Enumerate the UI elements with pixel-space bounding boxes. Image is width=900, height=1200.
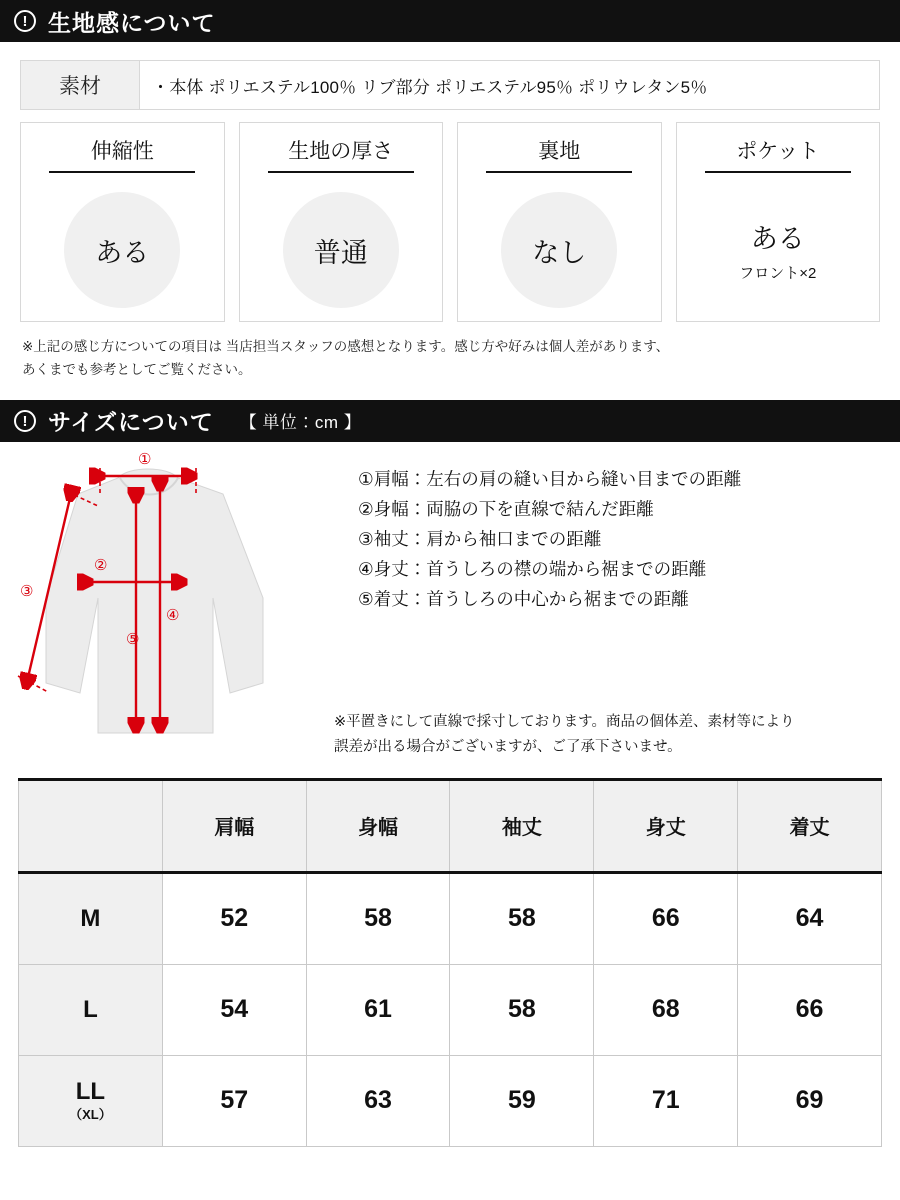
table-column-header: 袖丈: [450, 779, 594, 872]
card-title: 生地の厚さ: [288, 140, 394, 163]
feature-card-list: [20, 122, 880, 322]
card-body: [240, 179, 443, 321]
cell-shoulder: 57: [162, 1055, 306, 1146]
size-section-header: [0, 400, 900, 442]
cell-garment-length: 64: [738, 872, 882, 964]
material-value: ・本体 ポリエステル100％ リブ部分 ポリエステル95％ ポリウレタン5％: [152, 77, 708, 97]
measurement-legend: [358, 464, 878, 614]
size-unit-label: 【 単位：cm 】: [239, 413, 362, 433]
card-underline: [49, 171, 195, 173]
table-row: [19, 1055, 882, 1146]
cell-garment-length: 66: [738, 964, 882, 1055]
card-underline: [705, 171, 851, 173]
cell-garment-length: 69: [738, 1055, 882, 1146]
feature-card-stretch: [20, 122, 225, 322]
cell-body-length: 71: [594, 1055, 738, 1146]
card-subvalue: フロント×2: [739, 265, 817, 282]
card-body: [21, 179, 224, 321]
cell-chest: 61: [306, 964, 450, 1055]
cell-sleeve: 58: [450, 964, 594, 1055]
legend-item: ⑤着丈：首うしろの中心から裾までの距離: [358, 589, 689, 610]
fabric-disclaimer: [22, 336, 878, 382]
row-size-sub: （XL）: [69, 1107, 112, 1123]
card-underline: [486, 171, 632, 173]
material-row: [20, 60, 880, 110]
diagram-marker-3: ③: [20, 582, 34, 600]
card-body: [677, 179, 880, 321]
size-section-title: サイズについて: [48, 409, 214, 436]
table-column-header: 身幅: [306, 779, 450, 872]
feature-card-thickness: [239, 122, 444, 322]
legend-item: ①肩幅：左右の肩の縫い目から縫い目までの距離: [358, 468, 742, 489]
exclamation-icon: !: [14, 10, 36, 32]
card-underline: [268, 171, 414, 173]
card-value: なし: [532, 237, 587, 268]
table-row: [19, 872, 882, 964]
size-disclaimer-line-1: ※平置きにして直線で採寸しております。商品の個体差、素材等により: [334, 713, 795, 730]
cell-body-length: 68: [594, 964, 738, 1055]
cell-sleeve: 58: [450, 872, 594, 964]
size-disclaimer: [334, 710, 890, 761]
diagram-marker-4: ④: [166, 606, 180, 624]
row-size-label: L: [19, 964, 163, 1055]
card-value: ある: [750, 224, 805, 254]
size-diagram-area: [0, 448, 900, 778]
table-corner-cell: [19, 779, 163, 872]
legend-item: ④身丈：首うしろの襟の端から裾までの距離: [358, 559, 707, 580]
size-disclaimer-line-2: 誤差が出る場合がございますが、ご了承下さいませ。: [334, 739, 682, 756]
table-column-header: 肩幅: [162, 779, 306, 872]
fabric-disclaimer-line-1: ※上記の感じ方についての項目は 当店担当スタッフの感想となります。感じ方や好みは個人差があります、: [22, 339, 670, 354]
card-title: 伸縮性: [90, 140, 154, 163]
legend-item: ③袖丈：肩から袖口までの距離: [358, 529, 602, 550]
cell-shoulder: 52: [162, 872, 306, 964]
feature-card-lining: [457, 122, 662, 322]
table-column-header: 身丈: [594, 779, 738, 872]
card-value: 普通: [313, 237, 368, 268]
card-title: ポケット: [736, 140, 820, 163]
row-size-label: M: [19, 872, 163, 964]
material-label: 素材: [21, 61, 140, 109]
diagram-marker-2: ②: [94, 556, 108, 574]
cell-chest: 63: [306, 1055, 450, 1146]
table-column-header: 着丈: [738, 779, 882, 872]
diagram-marker-1: ①: [138, 450, 152, 468]
exclamation-icon: !: [14, 410, 36, 432]
feature-card-pocket: [676, 122, 881, 322]
fabric-disclaimer-line-2: あくまでも参考としてご覧ください。: [22, 361, 252, 377]
card-value: ある: [95, 237, 150, 268]
row-size-label: [19, 1055, 163, 1146]
cell-body-length: 66: [594, 872, 738, 964]
table-header-row: [19, 779, 882, 872]
fabric-section-header: [0, 0, 900, 42]
cell-chest: 58: [306, 872, 450, 964]
size-table: [18, 778, 882, 1147]
cell-shoulder: 54: [162, 964, 306, 1055]
garment-measurement-diagram: [8, 448, 348, 768]
table-row: [19, 964, 882, 1055]
legend-item: ②身幅：両脇の下を直線で結んだ距離: [358, 498, 654, 519]
row-size-main: LL: [75, 1078, 106, 1106]
cell-sleeve: 59: [450, 1055, 594, 1146]
card-title: 裏地: [538, 140, 581, 163]
diagram-marker-5: ⑤: [126, 630, 140, 648]
fabric-section-title: 生地感について: [48, 9, 216, 36]
card-body: [458, 179, 661, 321]
